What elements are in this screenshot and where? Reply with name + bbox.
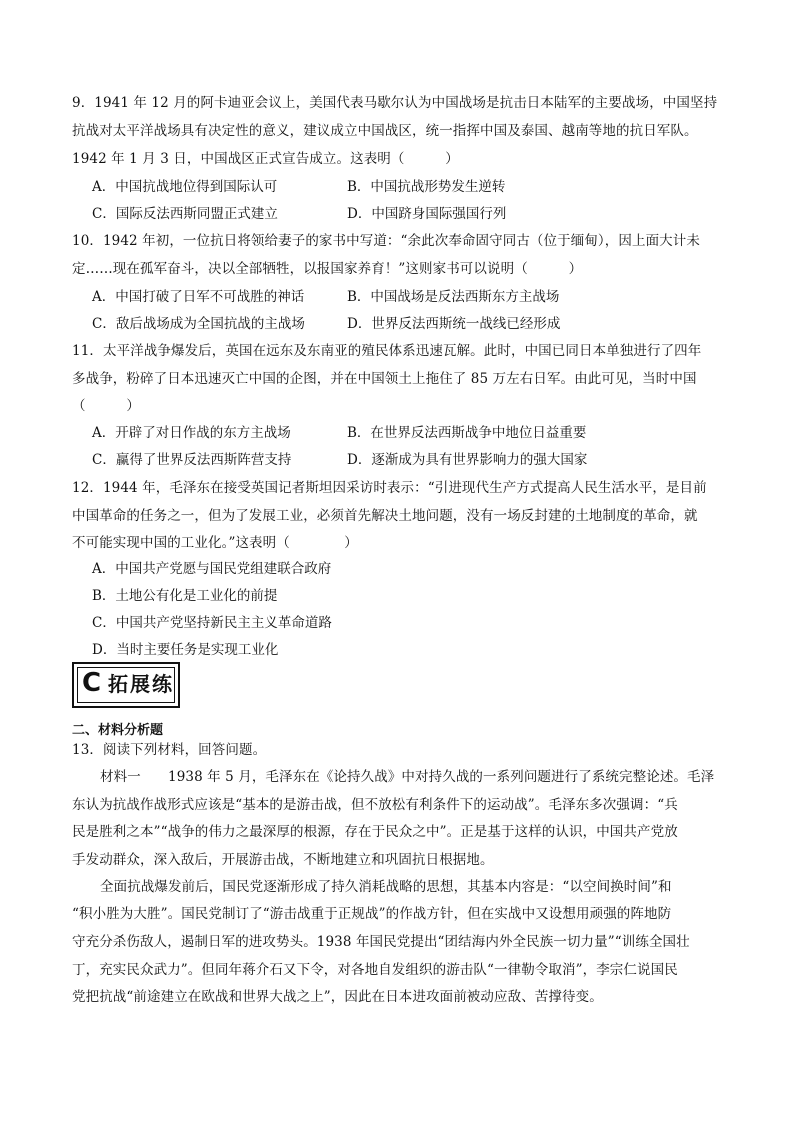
q11-option-c: C．赢得了世界反法西斯阵营支持 — [92, 452, 292, 468]
q10-option-b: B．中国战场是反法西斯东方主战场 — [347, 289, 560, 305]
extension-practice-badge — [72, 662, 180, 708]
q11-stem-line-3: （ ） — [72, 398, 140, 414]
q9-option-b: B．中国抗战形势发生逆转 — [347, 179, 506, 195]
q12-option-d: D．当时主要任务是实现工业化 — [92, 642, 279, 658]
q12-stem-line-3: 不可能实现中国的工业化。”这表明（ ） — [72, 535, 358, 551]
q10-stem-line-1: 10．1942 年初，一位抗日将领给妻子的家书中写道：“余此次奉命固守同古（位于缅甸），因上面大计未 — [72, 233, 700, 249]
q13-material-2-line-5: 党把抗战“前途建立在欧战和世界大战之上”，因此在日本进攻面前被动应敌、苦撑待变。 — [72, 989, 603, 1005]
q9-option-a: A．中国抗战地位得到国际认可 — [92, 179, 278, 195]
q11-stem-line-1: 11．太平洋战争爆发后，英国在远东及东南亚的殖民体系迅速瓦解。此时，中国已同日本单独进行了四年 — [72, 343, 702, 359]
q13-material-2-line-1: 全面抗战爆发前后，国民党逐渐形成了持久消耗战略的思想，其基本内容是：“以空间换时间”和 — [100, 879, 672, 895]
q9-stem-line-1: 9．1941 年 12 月的阿卡迪亚会议上，美国代表马歇尔认为中国战场是抗击日本陆军的主要战场，中国坚持 — [72, 95, 718, 111]
badge-label: 拓展练 — [108, 672, 174, 696]
q11-option-b: B．在世界反法西斯战争中地位日益重要 — [347, 425, 587, 441]
q11-stem-line-2: 多战争，粉碎了日本迅速灭亡中国的企图，并在中国领土上拖住了 85 万左右日军。由此可见，当时中国 — [72, 371, 697, 387]
q13-material-1-line-2: 东认为抗战作战形式应该是“基本的是游击战，但不放松有利条件下的运动战”。毛泽东多次强调：“兵 — [72, 797, 678, 813]
q12-stem-line-2: 中国革命的任务之一，但为了发展工业，必须首先解决土地问题，没有一场反封建的土地制度的革命，就 — [72, 508, 698, 524]
q13-material-1-line-3: 民是胜利之本”“战争的伟力之最深厚的根源，存在于民众之中”。正是基于这样的认识，中国共产党放 — [72, 824, 678, 840]
q9-option-c: C．国际反法西斯同盟正式建立 — [92, 206, 278, 222]
q10-option-d: D．世界反法西斯统一战线已经形成 — [347, 316, 561, 332]
q13-material-2-line-4: 丁，充实民众武力”。但同年蒋介石又下令，对各地自发组织的游击队“一律勒令取消”，李宗仁说国民 — [72, 962, 678, 978]
q10-option-a: A．中国打破了日军不可战胜的神话 — [92, 289, 305, 305]
q9-stem-line-3: 1942 年 1 月 3 日，中国战区正式宣告成立。这表明（ ） — [72, 151, 459, 167]
q12-stem-line-1: 12．1944 年，毛泽东在接受英国记者斯坦因采访时表示：“引进现代生产方式提高人民生活水平，是目前 — [72, 480, 707, 496]
q13-material-2-line-3: 守充分杀伤敌人，遏制日军的进攻势头。1938 年国民党提出“团结海内外全民族一切力量”“训练全国壮 — [72, 934, 690, 950]
q10-option-c: C．敌后战场成为全国抗战的主战场 — [92, 316, 305, 332]
q13-intro: 13．阅读下列材料，回答问题。 — [72, 742, 267, 758]
q11-option-a: A．开辟了对日作战的东方主战场 — [92, 425, 291, 441]
q12-option-a: A．中国共产党愿与国民党组建联合政府 — [92, 561, 332, 577]
section-heading: 二、材料分析题 — [72, 723, 164, 738]
q13-material-2-line-2: “积小胜为大胜”。国民党制订了“游击战重于正规战”的作战方针，但在实战中又设想用顽强的阵地防 — [72, 906, 672, 922]
q11-option-d: D．逐渐成为具有世界影响力的强大国家 — [347, 452, 588, 468]
q12-option-b: B．土地公有化是工业化的前提 — [92, 588, 278, 604]
q12-option-c: C．中国共产党坚持新民主主义革命道路 — [92, 615, 332, 631]
q13-material-1-line-1: 材料一 1938 年 5 月，毛泽东在《论持久战》中对持久战的一系列问题进行了系统完整论述。毛泽 — [100, 769, 715, 785]
q9-option-d: D．中国跻身国际强国行列 — [347, 206, 507, 222]
q13-material-1-line-4: 手发动群众，深入敌后，开展游击战，不断地建立和巩固抗日根据地。 — [72, 852, 494, 868]
q9-stem-line-2: 抗战对太平洋战场具有决定性的意义，建议成立中国战区，统一指挥中国及泰国、越南等地的抗日军队。 — [72, 123, 698, 139]
badge-letter: C — [82, 668, 102, 698]
q10-stem-line-2: 定……现在孤军奋斗，决以全部牺牲，以报国家养育！”这则家书可以说明（ ） — [72, 261, 583, 277]
